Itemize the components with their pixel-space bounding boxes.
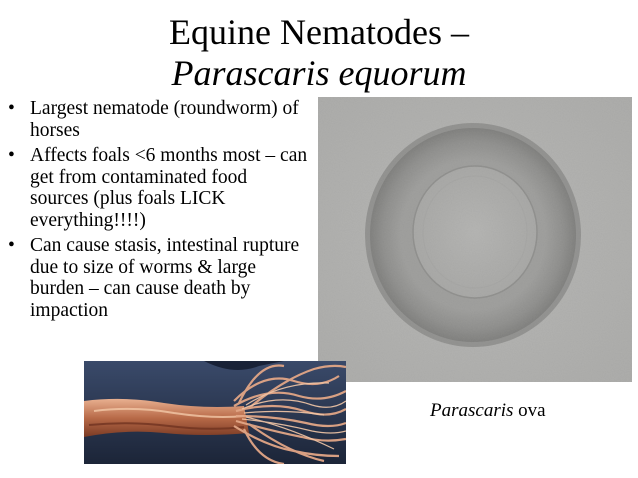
- slide-title: [0, 12, 638, 94]
- bullet-item: [8, 145, 308, 231]
- bullet-list: [8, 98, 308, 325]
- bullet-dot: •: [8, 98, 15, 119]
- roundworm-mass-drawing: [84, 361, 346, 464]
- bullet-item: [8, 98, 308, 141]
- bullet-item: [8, 235, 308, 321]
- bullet-dot: •: [8, 235, 15, 256]
- image-caption: [430, 400, 546, 422]
- caption-italic-text: Parascaris: [430, 400, 514, 421]
- bullet-text: Affects foals <6 months most – can get from contaminated food sources (plus foals LICK everything!!!!): [30, 145, 308, 231]
- bullet-text: Can cause stasis, intestinal rupture due to size of worms & large burden – can cause death by impaction: [30, 235, 300, 321]
- title-line-1: Equine Nematodes –: [169, 12, 469, 52]
- caption-text: ova: [513, 400, 546, 421]
- bullet-dot: •: [8, 145, 15, 166]
- ova-micrograph-drawing: [318, 97, 632, 382]
- roundworm-mass-image: [84, 361, 346, 464]
- title-line-2: Parascaris equorum: [171, 53, 467, 93]
- ova-micrograph-image: [318, 97, 632, 382]
- bullet-text: Largest nematode (roundworm) of horses: [30, 98, 299, 141]
